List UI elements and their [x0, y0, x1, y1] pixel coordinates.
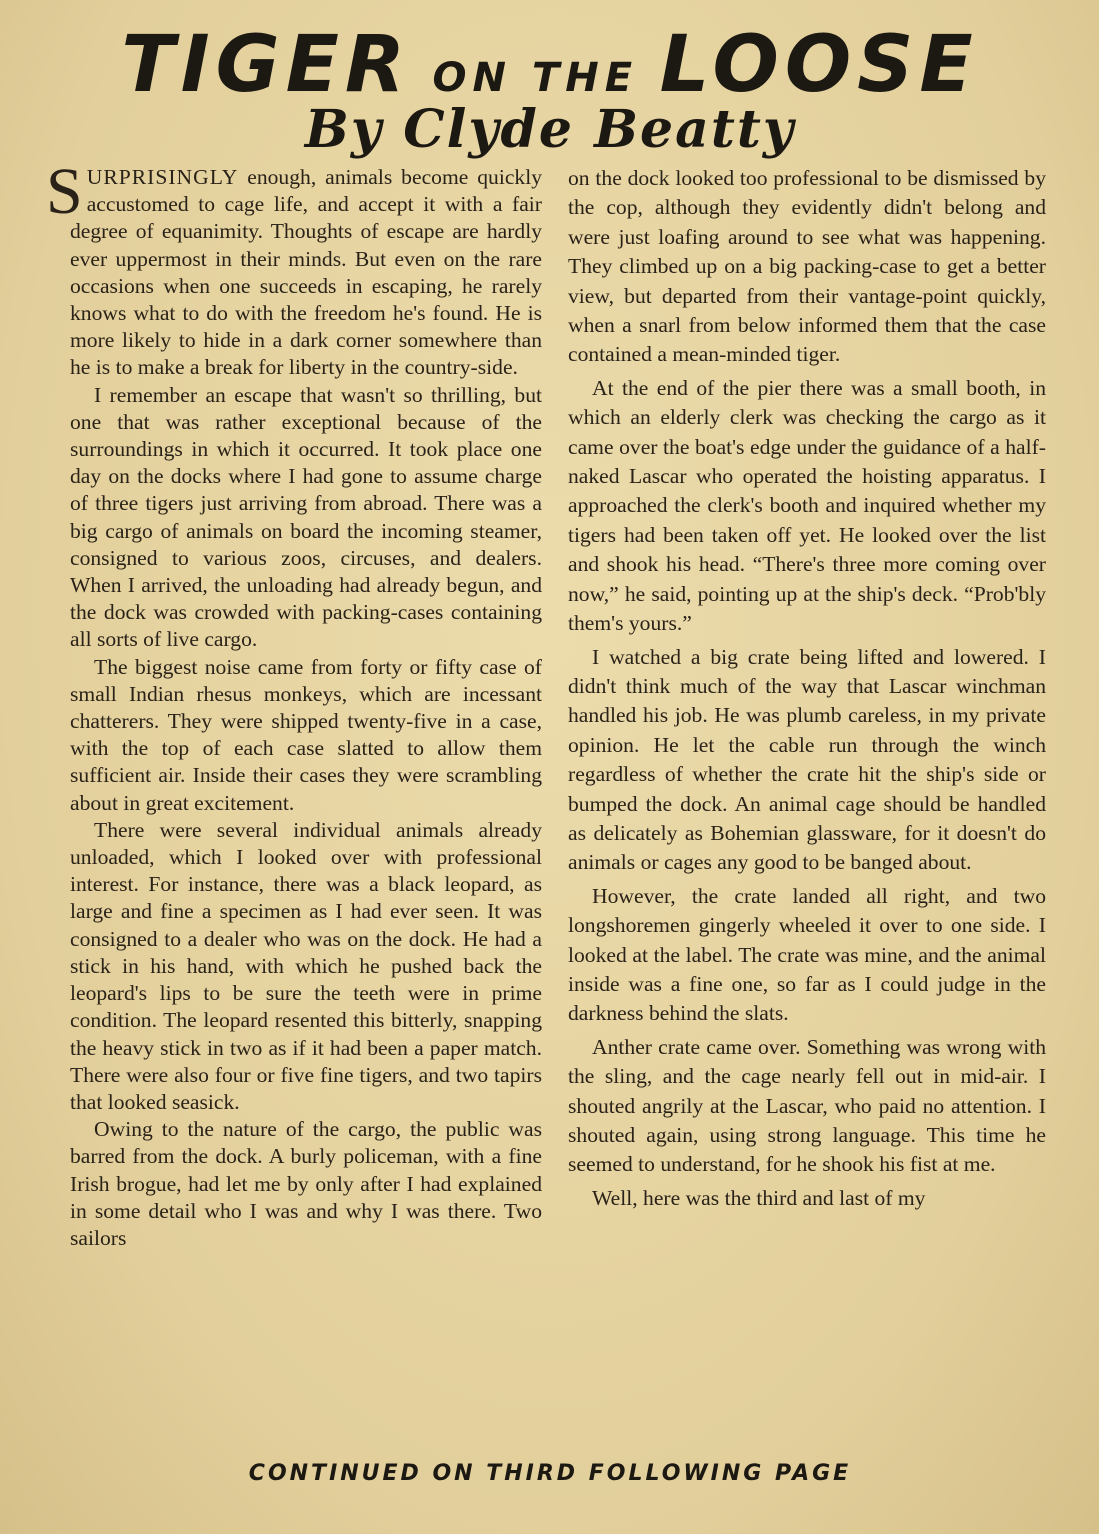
paragraph: Owing to the nature of the cargo, the public was barred from the dock. A burly policeman, with a fine Irish brogue, had let me by only after I had explained in some detail who I was and why I was there. Two sailors [70, 1117, 542, 1250]
paragraph: However, the crate landed all right, and two longshoremen gingerly wheeled it over to one side. I looked at the label. The crate was mine, and the animal inside was a fine one, so far as I could judge in the darkness behind the slats. [568, 883, 1046, 1026]
title-on-the: ON THE [432, 55, 639, 101]
paragraph: I watched a big crate being lifted and lowered. I didn't think much of the way that Lascar winchman handled his job. He was plumb careless, in my private opinion. He let the cable run through the winch regardless of whether the crate hit the ship's side or bumped the dock. An animal cage should be handled as delicately as Bohemian glassware, for it doesn't do animals or cages any good to be banged about. [568, 644, 1046, 875]
title-loose: LOOSE [659, 20, 979, 110]
story-title [60, 20, 1040, 110]
byline: By Clyde Beatty [304, 99, 796, 160]
continued-notice: CONTINUED ON THIRD FOLLOWING PAGE [248, 1461, 852, 1486]
title-tiger: TIGER [121, 20, 411, 110]
drop-cap: S [46, 155, 83, 228]
paragraph: I remember an escape that wasn't so thrilling, but one that was rather exceptional because of the surroundings in which it occurred. It took place one day on the docks where I had gone to assume charge of three tigers just arriving from abroad. There was a big cargo of animals on board the incoming steamer, consigned to various zoos, circuses, and dealers. When I arrived, the unloading had already begun, and the dock was crowded with packing-cases containing all sorts of live cargo. [70, 382, 542, 652]
paragraph: Anther crate came over. Something was wrong with the sling, and the cage nearly fell out in mid-air. I shouted angrily at the Lascar, who paid no attention. I shouted again, using strong language. This time he seemed to understand, for he shook his fist at me. [568, 1034, 1046, 1177]
lead-caps: URPRISINGLY [86, 165, 239, 189]
paragraph: There were several individual animals already unloaded, which I looked over with professional interest. For instance, there was a black leopard, as large and fine a specimen as I had ever seen. It was consigned to a dealer who was on the dock. He had a stick in his hand, with which he pushed back the leopard's lips to be sure the teeth were in prime condition. The leopard resented this bitterly, snapping the heavy stick in two as if it had been a paper match. There were also four or five fine tigers, and two tapirs that looked seasick. [70, 817, 542, 1114]
paragraph [46, 155, 542, 382]
paragraph: The biggest noise came from forty or fifty case of small Indian rhesus monkeys, which are incessant chatterers. They were shipped twenty-five in a case, with the top of each case slatted to allow them sufficient air. Inside their cases they were scrambling about in great excitement. [70, 654, 542, 815]
paragraph: on the dock looked too professional to be dismissed by the cop, although they evidently didn't belong and were just loafing around to see what was happening. They climbed up on a big packing-case to get a better view, but departed from their vantage-point quickly, when a snarl from below informed them that the case contained a mean-minded tiger. [568, 166, 1046, 367]
right-column [568, 164, 1046, 1444]
left-column [46, 155, 542, 1444]
paragraph-text: enough, animals become quickly accustomed to cage life, and accept it with a fair degree of equanimity. Thoughts of escape are hardly ever uppermost in their minds. But even on the rare occasions when one succeeds in escaping, he rarely knows what to do with the freedom he's found. He is more likely to hide in a dark corner somewhere than he is to make a break for liberty in the country-side. [70, 165, 542, 380]
paragraph: Well, here was the third and last of my [592, 1185, 926, 1210]
paragraph: At the end of the pier there was a small booth, in which an elderly clerk was checking the cargo as it came over the boat's edge under the guidance of a half-naked Lascar who operated the hoisting apparatus. I approached the clerk's booth and inquired whether my tigers had been taken off yet. He looked over the list and shook his head. “There's three more coming over now,” he said, pointing up at the ship's deck. “Prob'bly them's yours.” [568, 375, 1046, 636]
